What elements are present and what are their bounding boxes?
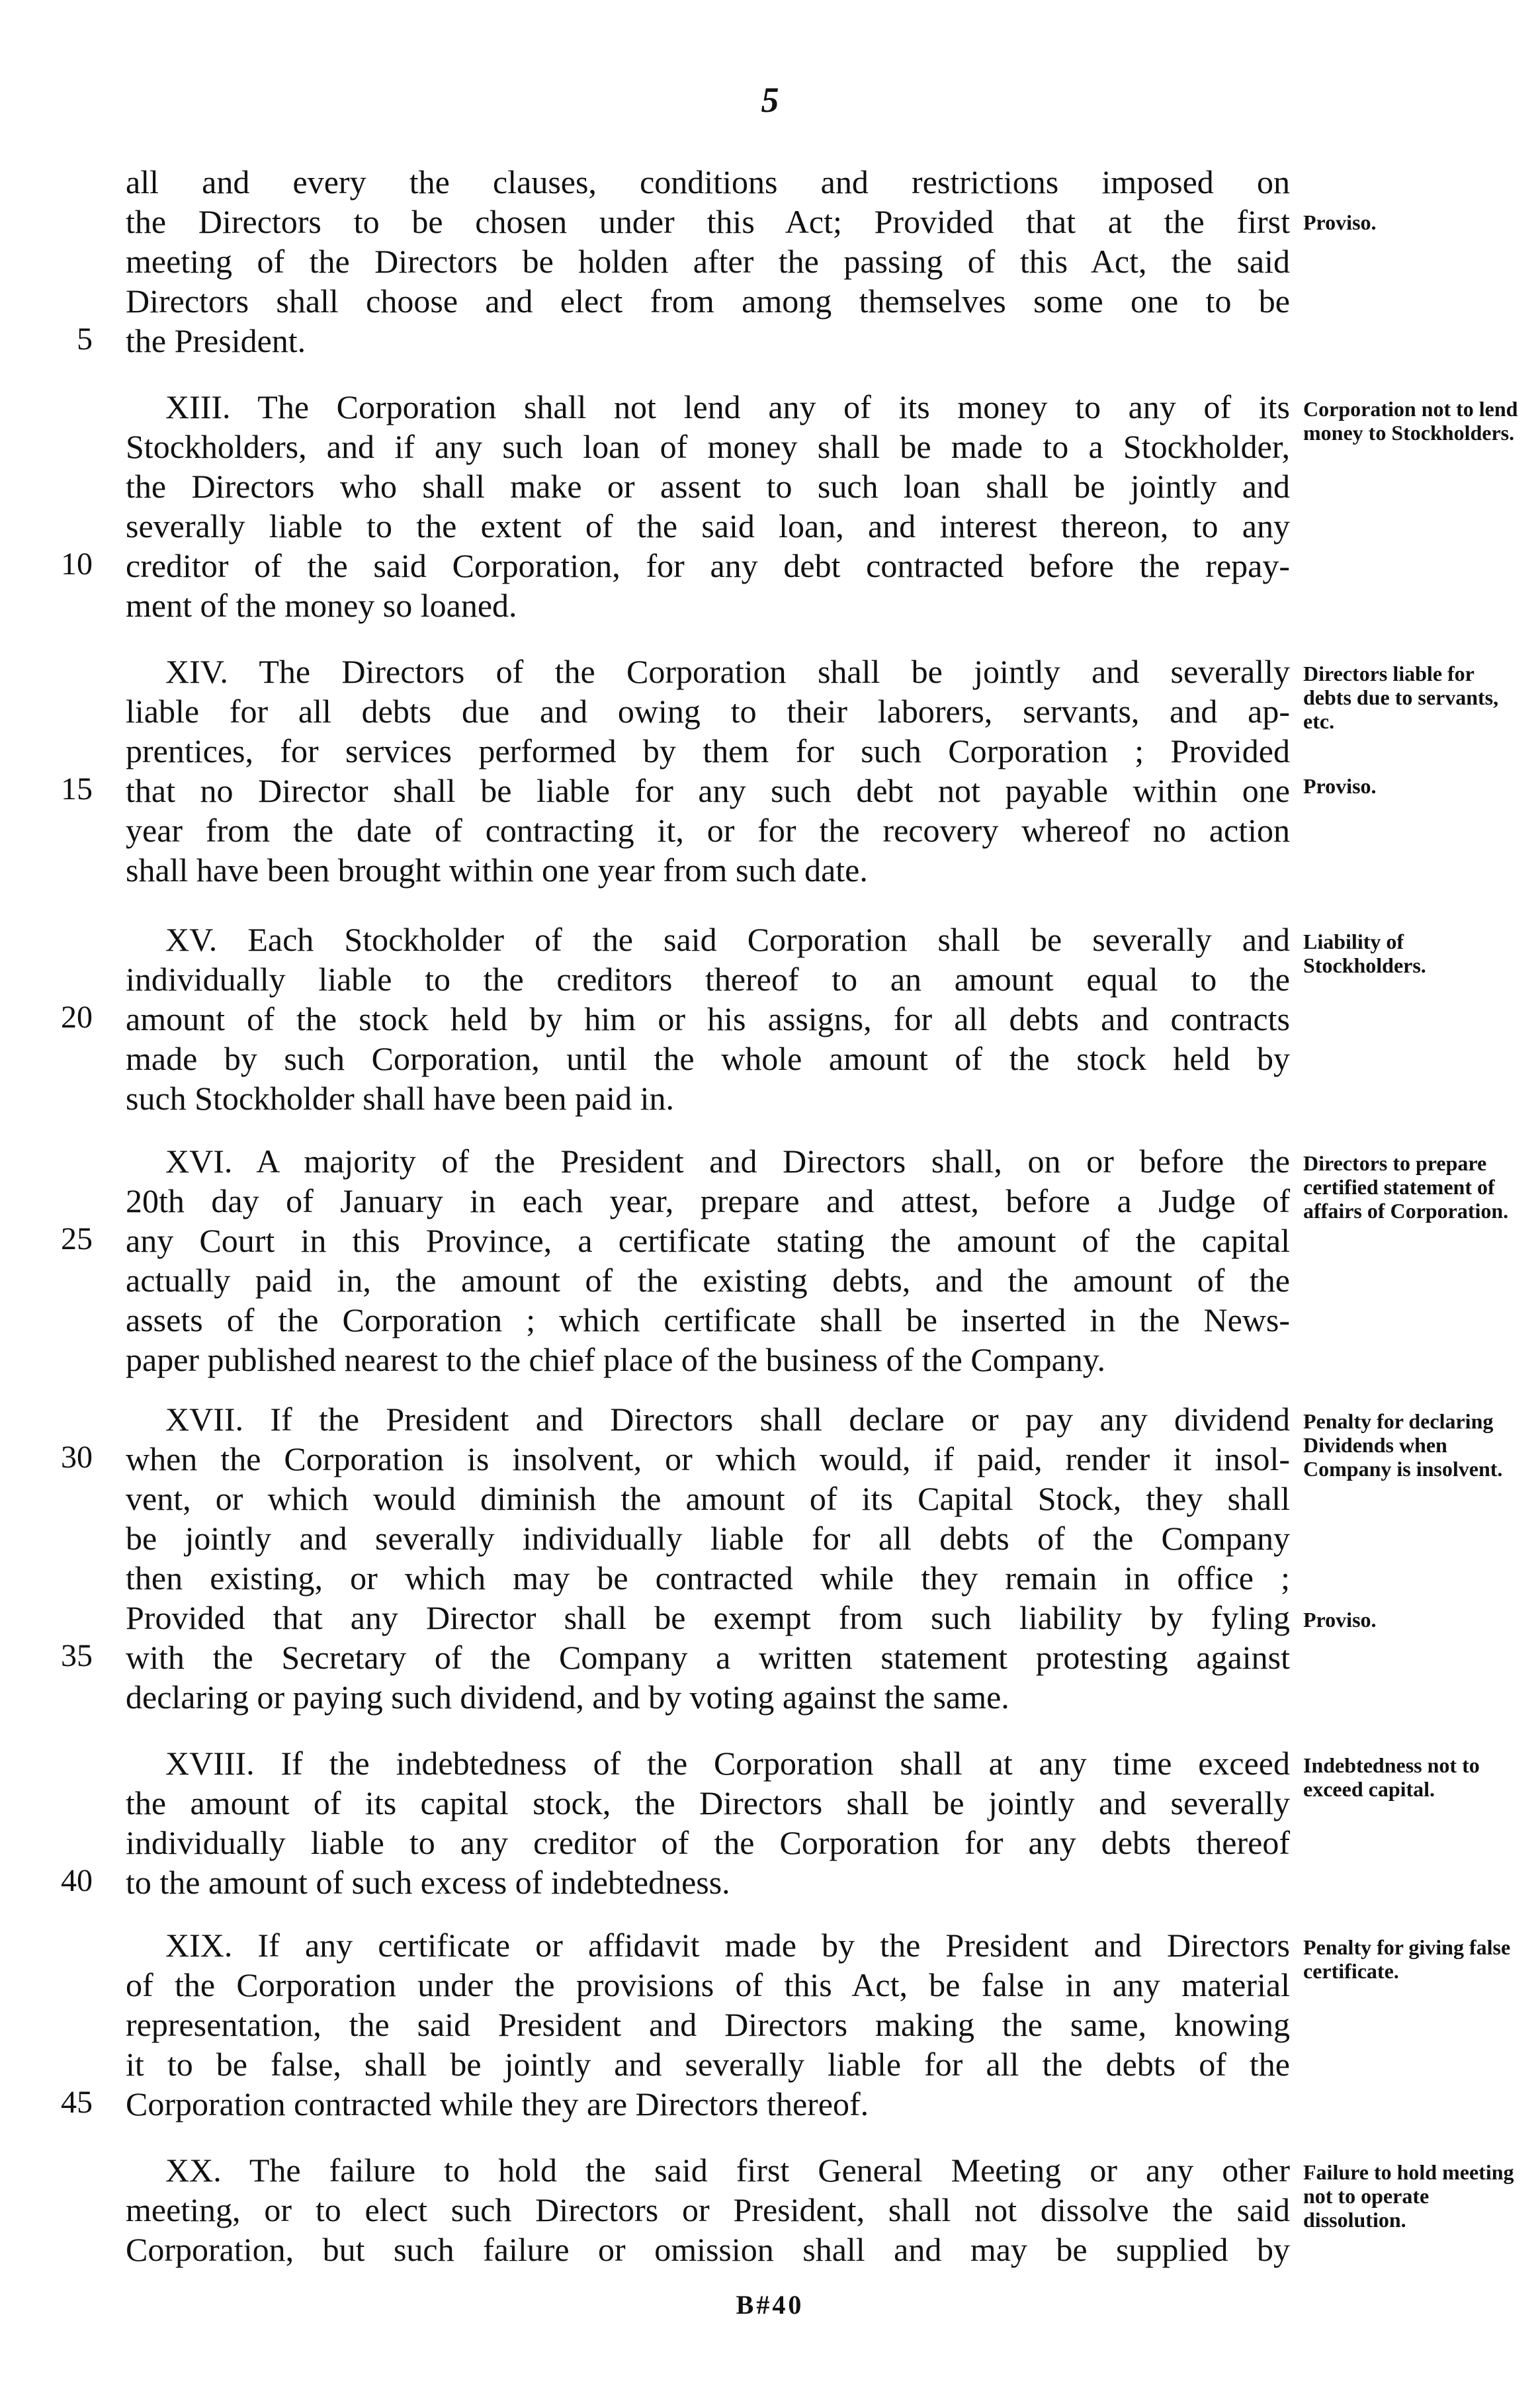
text-line: liable for all debts due and owing to their laborers, servants, and ap- <box>126 693 1290 730</box>
section-xiv <box>61 652 1290 890</box>
text-line: representation, the said President and Directors making the same, knowing <box>126 2006 1290 2043</box>
paragraph-continuation <box>77 162 1290 361</box>
text-line: individually liable to any creditor of the Corporation for any debts thereof <box>126 1824 1290 1861</box>
text-line: prentices, for services performed by them for such Corporation ; Provided <box>126 732 1290 769</box>
margin-note-proviso: Proviso. <box>1303 774 1377 798</box>
margin-note-directors-liable: Directors liable for debts due to servants, etc. <box>1303 662 1499 733</box>
text-line: meeting, or to elect such Directors or President, shall not dissolve the said <box>126 2191 1290 2228</box>
margin-note-penalty-for-declaring-dividends: Penalty for declaring Dividends when Company is insolvent. <box>1303 1409 1503 1481</box>
section-xvi <box>61 1141 1290 1379</box>
text-line: that no Director shall be liable for any such debt not payable within one <box>126 772 1290 809</box>
line-number: 15 <box>61 771 93 807</box>
text-line: any Court in this Province, a certificate stating the amount of the capital <box>126 1222 1290 1259</box>
margin-note-liability-of-stockholders: Liability of Stockholders. <box>1303 930 1426 977</box>
section-xx <box>126 2150 1290 2269</box>
margin-note-proviso: Proviso. <box>1303 210 1377 234</box>
text-line: such Stockholder shall have been paid in. <box>126 1080 674 1117</box>
page-number: 5 <box>761 80 779 120</box>
margin-note-corporation-not-to-lend: Corporation not to lend money to Stockholders. <box>1303 397 1518 445</box>
text-line: meeting of the Directors be holden after the passing of this Act, the said <box>126 243 1290 280</box>
text-line: XIX. If any certificate or affidavit made by the President and Directors <box>165 1927 1290 1964</box>
margin-note-indebtedness-not-to-exceed: Indebtedness not to exceed capital. <box>1303 1753 1480 1801</box>
text-line: Provided that any Director shall be exempt from such liability by fyling <box>126 1599 1290 1636</box>
text-line: severally liable to the extent of the said loan, and interest thereon, to any <box>126 507 1290 545</box>
section-xviii <box>61 1743 1290 1902</box>
line-number: 10 <box>61 547 93 582</box>
text-line: Corporation contracted while they are Directors thereof. <box>126 2085 869 2123</box>
text-line: XVIII. If the indebtedness of the Corporation shall at any time exceed <box>165 1745 1290 1782</box>
text-line: then existing, or which may be contracted while they remain in office ; <box>126 1559 1290 1597</box>
section-xvii <box>61 1399 1290 1717</box>
signature-mark: B#40 <box>736 2290 804 2320</box>
text-line: the Directors who shall make or assent to such loan shall be jointly and <box>126 468 1290 505</box>
line-number: 40 <box>61 1863 93 1898</box>
section-xiii <box>61 387 1290 625</box>
text-line: declaring or paying such dividend, and by voting against the same. <box>126 1679 1009 1716</box>
text-line: Directors shall choose and elect from among themselves some one to be <box>126 283 1290 320</box>
text-line: the President. <box>126 322 306 359</box>
line-number: 20 <box>61 1000 93 1035</box>
text-line: when the Corporation is insolvent, or which would, if paid, render it insol- <box>126 1440 1290 1477</box>
text-line: XVI. A majority of the President and Directors shall, on or before the <box>165 1143 1290 1180</box>
text-line: be jointly and severally individually liable for all debts of the Company <box>126 1520 1290 1557</box>
text-line: XIV. The Directors of the Corporation shall be jointly and severally <box>165 653 1290 690</box>
text-line: XV. Each Stockholder of the said Corporation shall be severally and <box>165 921 1290 958</box>
line-number: 5 <box>77 322 93 357</box>
text-line: XIII. The Corporation shall not lend any of its money to any of its <box>165 388 1290 425</box>
text-line: individually liable to the creditors thereof to an amount equal to the <box>126 961 1290 998</box>
text-line: all and every the clauses, conditions and restrictions imposed on <box>126 163 1290 200</box>
text-line: actually paid in, the amount of the existing debts, and the amount of the <box>126 1262 1290 1299</box>
line-number: 35 <box>61 1638 93 1673</box>
margin-note-penalty-false-certificate: Penalty for giving false certificate. <box>1303 1935 1511 1983</box>
text-line: Stockholders, and if any such loan of money shall be made to a Stockholder, <box>126 428 1290 465</box>
text-line: of the Corporation under the provisions of this Act, be false in any material <box>126 1966 1290 2003</box>
text-line: XX. The failure to hold the said first General Meeting or any other <box>165 2152 1290 2189</box>
line-number: 25 <box>61 1221 93 1256</box>
text-line: the Directors to be chosen under this Act; Provided that at the first <box>126 203 1290 240</box>
margin-note-directors-to-prepare-certificate: Directors to prepare certified statement of affairs of Corporation. <box>1303 1151 1509 1223</box>
text-line: the amount of its capital stock, the Directors shall be jointly and severally <box>126 1784 1290 1821</box>
text-line: vent, or which would diminish the amount of its Capital Stock, they shall <box>126 1480 1290 1517</box>
line-number: 45 <box>61 2085 93 2120</box>
line-number: 30 <box>61 1440 93 1475</box>
margin-note-failure-to-hold-meeting: Failure to hold meeting not to operate dissolution. <box>1303 2160 1514 2232</box>
text-line: shall have been brought within one year from such date. <box>126 852 868 889</box>
text-line: with the Secretary of the Company a written statement protesting against <box>126 1639 1290 1676</box>
text-line: Corporation, but such failure or omission shall and may be supplied by <box>126 2231 1290 2268</box>
text-line: 20th day of January in each year, prepare and attest, before a Judge of <box>126 1182 1290 1219</box>
text-line: XVII. If the President and Directors shall declare or pay any dividend <box>165 1401 1290 1438</box>
text-line: creditor of the said Corporation, for any debt contracted before the repay- <box>126 547 1290 584</box>
margin-note-proviso: Proviso. <box>1303 1608 1377 1632</box>
text-line: made by such Corporation, until the whole amount of the stock held by <box>126 1040 1290 1077</box>
text-line: year from the date of contracting it, or for the recovery whereof no action <box>126 812 1290 849</box>
text-line: amount of the stock held by him or his assigns, for all debts and contracts <box>126 1000 1290 1037</box>
section-xv <box>61 920 1290 1118</box>
text-line: assets of the Corporation ; which certificate shall be inserted in the News- <box>126 1301 1290 1338</box>
text-line: ment of the money so loaned. <box>126 587 517 624</box>
text-line: paper published nearest to the chief place of the business of the Company. <box>126 1341 1106 1378</box>
section-xix <box>61 1925 1290 2124</box>
text-line: it to be false, shall be jointly and severally liable for all the debts of the <box>126 2046 1290 2083</box>
text-line: to the amount of such excess of indebtedness. <box>126 1864 730 1901</box>
